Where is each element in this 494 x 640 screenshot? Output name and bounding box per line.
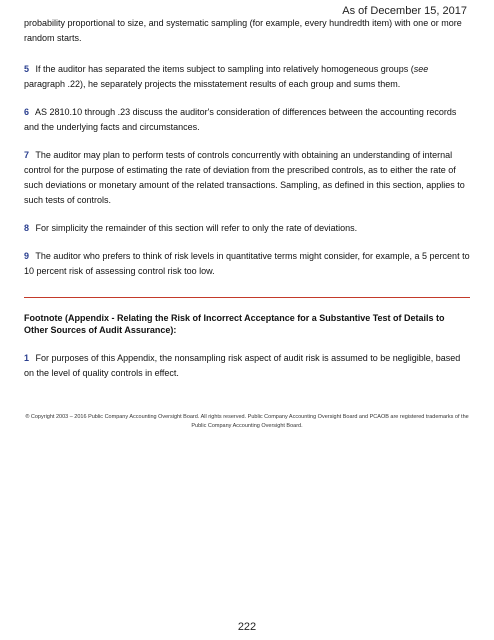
- paragraph-text: paragraph .22), he separately projects the misstatement results of each group and sums them.: [24, 79, 401, 89]
- header-date: As of December 15, 2017: [342, 5, 467, 17]
- paragraph-text: If the auditor has separated the items subject to sampling into relatively homogeneous groups (: [35, 64, 414, 74]
- footnote-number[interactable]: 1: [24, 353, 30, 363]
- footnote-number[interactable]: 5: [24, 64, 30, 74]
- appendix-footnote-1: [24, 351, 470, 381]
- paragraph-text: For simplicity the remainder of this section will refer to only the rate of deviations.: [35, 223, 358, 233]
- paragraph-text: The auditor may plan to perform tests of controls concurrently with obtaining an understanding of internal control for the purpose of estimating the rate of deviation from the prescribed controls, as to either the rate of such deviations or monetary amount of the related transactions. Sampling, as defined in this section, applies to such tests of controls.: [24, 150, 465, 205]
- section-divider: [24, 297, 470, 298]
- footnote-heading: Footnote (Appendix - Relating the Risk of Incorrect Acceptance for a Substantive Test of Details to Other Sources of Audit Assurance):: [24, 313, 445, 335]
- footnote-paragraph-7: [24, 148, 470, 208]
- copyright-notice: ® Copyright 2003 – 2016 Public Company Accounting Oversight Board. All rights reserved. Public Company Accounting Oversight Board and PCAOB are registered trademarks of the Public Company Accounting Oversight Board.: [25, 414, 469, 429]
- footnote-number[interactable]: 6: [24, 107, 30, 117]
- footnote-number[interactable]: 7: [24, 150, 30, 160]
- paragraph-text: AS 2810.10 through .23 discuss the auditor's consideration of differences between the accounting records and the underlying facts and circumstances.: [24, 107, 457, 132]
- footnote-paragraph-9: [24, 249, 470, 279]
- footnote-number[interactable]: 8: [24, 223, 30, 233]
- page-number: 222: [237, 621, 257, 633]
- footnote-paragraph-5: [24, 62, 470, 92]
- paragraph-text: probability proportional to size, and systematic sampling (for example, every hundredth item) with one or more random starts.: [24, 18, 462, 43]
- page-content: [24, 16, 470, 381]
- footnote-number[interactable]: 9: [24, 251, 30, 261]
- footnote-paragraph-6: [24, 105, 470, 135]
- footnote-paragraph-8: [24, 221, 470, 236]
- italic-see: see: [413, 64, 429, 74]
- continued-paragraph: [24, 16, 470, 46]
- paragraph-text: The auditor who prefers to think of risk levels in quantitative terms might consider, for example, a 5 percent to 10 percent risk of assessing control risk too low.: [24, 251, 470, 276]
- paragraph-text: For purposes of this Appendix, the nonsampling risk aspect of audit risk is assumed to be negligible, based on the level of quality controls in effect.: [24, 353, 461, 378]
